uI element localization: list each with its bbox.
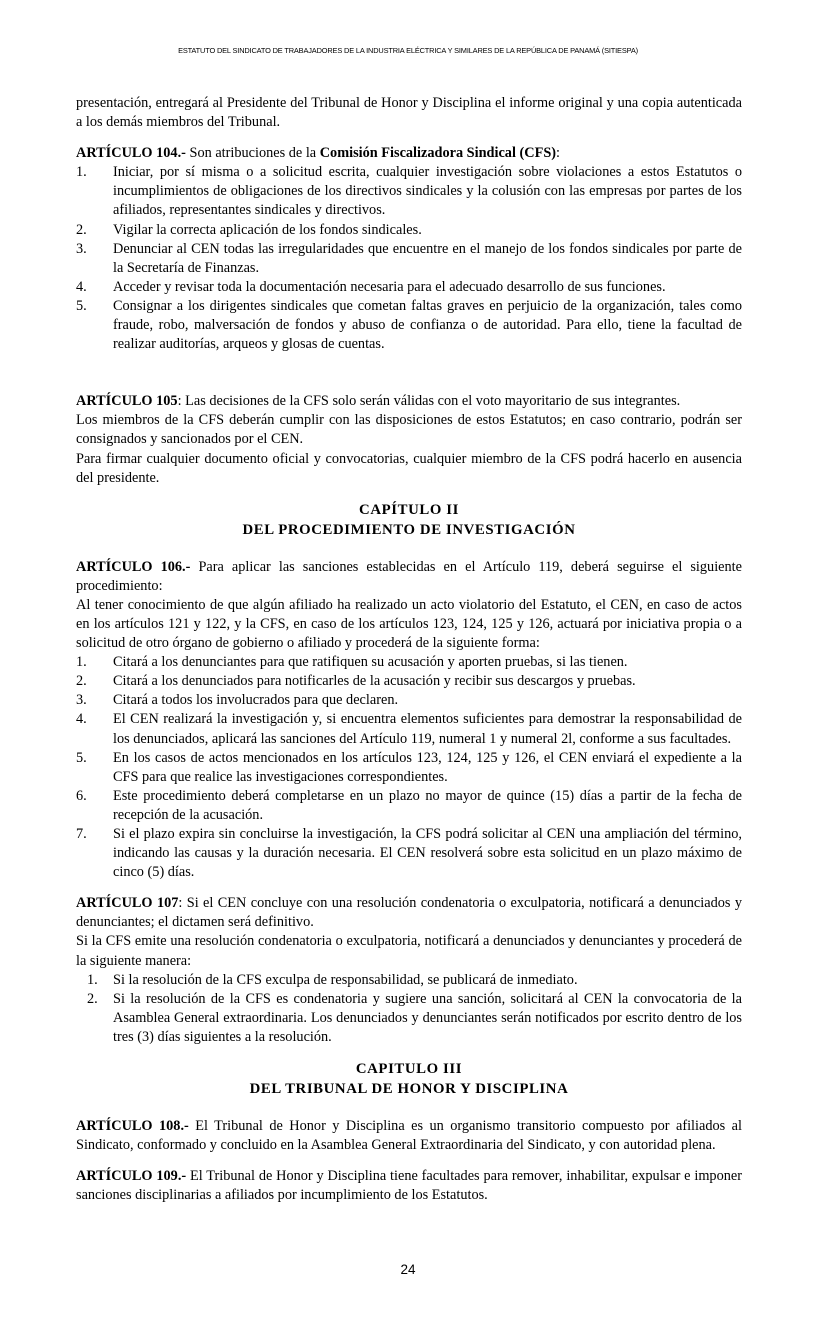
list-item: 4. El CEN realizará la investigación y, si encuentra elementos suficientes para demostrar la responsabilidad de los denunciados, aplicará las sanciones del Artículo 119, numeral 1 y numeral 2l, conforme a sus facultades. <box>76 711 742 747</box>
chapter-2-title: CAPÍTULO II <box>359 501 459 518</box>
article-107 <box>76 894 742 1047</box>
article-107-p2: Si la CFS emite una resolución condenatoria o exculpatoria, notificará a denunciados y denunciantes y procederá de la siguiente manera: <box>76 933 742 969</box>
article-106 <box>76 558 742 883</box>
chapter-3-subtitle: DEL TRIBUNAL DE HONOR Y DISCIPLINA <box>249 1081 569 1098</box>
article-109 <box>76 1167 742 1205</box>
chapter-3-title: CAPITULO III <box>355 1061 463 1078</box>
article-104-heading: ARTÍCULO 104.- Son atribuciones de la Comisión Fiscalizadora Sindical (CFS): <box>76 145 561 162</box>
list-item: 2. Si la resolución de la CFS es condenatoria y sugiere una sanción, solicitará al CEN la convocatoria de la Asamblea General extraordinaria. Los denunciados y denunciantes serán notificados por escrito dentro de los tres (3) días siguientes a la resolución. <box>87 990 742 1045</box>
list-item: 7. Si el plazo expira sin concluirse la investigación, la CFS podrá solicitar al CEN una ampliación del término, indicando las causas y la duración necesaria. El CEN resolverá sobre esta solicitud en un plazo máximo de cinco (5) días. <box>76 826 742 881</box>
article-106-p2: Al tener conocimiento de que algún afiliado ha realizado un acto violatorio del Estatuto, el CEN, en caso de actos en los artículos 121 y 122, y la CFS, en caso de los artículos 123, 124, 125 y 126, actuará por iniciativa propia o a solicitud de otro órgano de gobierno o afiliado y procederá de la siguiente forma: <box>76 596 742 652</box>
list-item: 6. Este procedimiento deberá completarse en un plazo no mayor de quince (15) días a partir de la fecha de recepción de la acusación. <box>76 787 742 823</box>
article-106-list <box>76 653 742 882</box>
article-104 <box>76 144 742 354</box>
article-109-p1: ARTÍCULO 109.- El Tribunal de Honor y Disciplina tiene facultades para remover, inhabilitar, expulsar e imponer sanciones disciplinarias a afiliados por incumplimiento de los Estatutos. <box>76 1168 742 1204</box>
list-item: 5. Consignar a los dirigentes sindicales que cometan faltas graves en perjuicio de la organización, tales como fraude, robo, malversación de fondos y abuso de confianza o de autoridad. Para ello, tiene la facultad de realizar auditorías, arqueos y glosas de cuentas. <box>76 297 742 353</box>
list-item: 5. En los casos de actos mencionados en los artículos 123, 124, 125 y 126, el CEN enviará el expediente a la CFS para que realice las investigaciones correspondientes. <box>76 749 742 785</box>
list-item: 3. Citará a todos los involucrados para que declaren. <box>76 692 399 709</box>
article-104-lead: ARTÍCULO 104.- <box>76 145 186 162</box>
list-item: 1. Citará a los denunciantes para que ratifiquen su acusación y aporten pruebas, si las tienen. <box>76 654 628 671</box>
article-104-list <box>76 163 742 354</box>
article-105-p3: Para firmar cualquier documento oficial y convocatorias, cualquier miembro de la CFS podrá hacerlo en ausencia del presidente. <box>76 450 742 486</box>
article-108-p1: ARTÍCULO 108.- El Tribunal de Honor y Disciplina es un organismo transitorio compuesto por afiliados al Sindicato, conformado y concluido en la Asamblea General Extraordinaria del Sindicato, y con autoridad plena. <box>76 1118 742 1154</box>
page-number: 24 <box>400 1262 416 1277</box>
list-item: 1. Iniciar, por sí misma o a solicitud escrita, cualquier investigación sobre violaciones a estos Estatutos o incumplimientos de obligaciones de los directivos sindicales y la colusión con las empresas por partes de los afiliados, representantes sindicales y directivos. <box>76 164 742 219</box>
chapter-2-heading <box>76 500 742 540</box>
list-item: 2. Vigilar la correcta aplicación de los fondos sindicales. <box>76 221 422 238</box>
list-item: 1. Si la resolución de la CFS exculpa de responsabilidad, se publicará de inmediato. <box>87 971 578 988</box>
document-header: ESTATUTO DEL SINDICATO DE TRABAJADORES DE LA INDUSTRIA ELÉCTRICA Y SIMILARES DE LA REPÚBLICA DE PANAMÁ (SITIESPA) <box>178 46 638 55</box>
article-107-p1: ARTÍCULO 107: Si el CEN concluye con una resolución condenatoria o exculpatoria, notificará a denunciados y denunciantes; el dictamen será definitivo. <box>76 895 742 931</box>
article-106-p1: ARTÍCULO 106.- Para aplicar las sanciones establecidas en el Artículo 119, deberá seguirse el siguiente procedimiento: <box>76 558 742 594</box>
chapter-3-heading <box>76 1059 742 1099</box>
article-104-bold: Comisión Fiscalizadora Sindical (CFS) <box>319 145 557 162</box>
article-105-p1: ARTÍCULO 105: Las decisiones de la CFS solo serán válidas con el voto mayoritario de sus integrantes. <box>76 393 681 410</box>
list-item: 4. Acceder y revisar toda la documentación necesaria para el adecuado desarrollo de sus funciones. <box>76 278 666 295</box>
article-105-p2: Los miembros de la CFS deberán cumplir con las disposiciones de estos Estatutos; en caso contrario, podrán ser consignados y sancionados por el CEN. <box>76 412 742 448</box>
article-108 <box>76 1117 742 1155</box>
list-item: 2. Citará a los denunciados para notificarles de la acusación y recibir sus descargos y pruebas. <box>76 673 636 690</box>
chapter-2-subtitle: DEL PROCEDIMIENTO DE INVESTIGACIÓN <box>242 521 576 538</box>
article-104-text: Son atribuciones de la <box>185 145 320 162</box>
page-body <box>76 94 742 1217</box>
intro-paragraph: presentación, entregará al Presidente del Tribunal de Honor y Disciplina el informe original y una copia autenticada a los demás miembros del Tribunal. <box>76 95 742 131</box>
list-item: 3. Denunciar al CEN todas las irregularidades que encuentre en el manejo de los fondos sindicales por parte de la Secretaría de Finanzas. <box>76 240 742 276</box>
article-105 <box>76 392 742 487</box>
article-107-list <box>76 971 742 1047</box>
